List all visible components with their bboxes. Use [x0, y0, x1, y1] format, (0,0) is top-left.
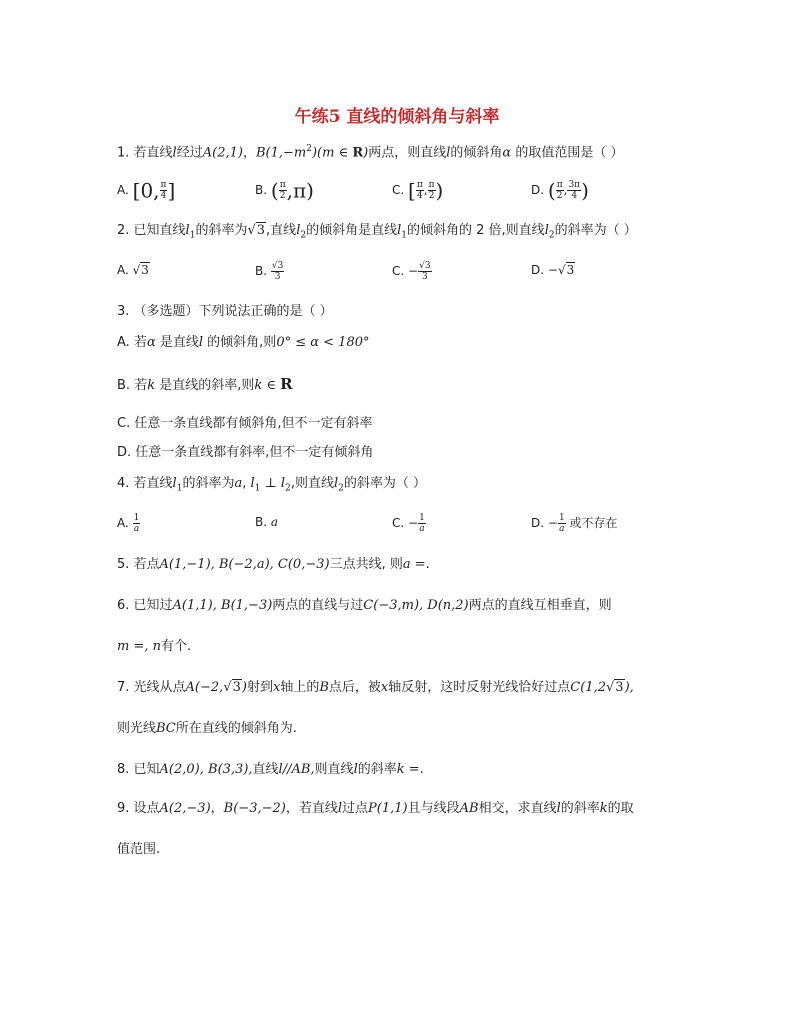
q8-text: .	[419, 762, 424, 777]
option-fraction: $\frac{3\pi}{4}$	[568, 180, 581, 201]
q7-math: x	[380, 680, 389, 695]
q9-text: 且与线段	[407, 801, 460, 816]
q8-text: 的斜率	[357, 762, 397, 777]
q5-text: 三点共线, 则	[329, 557, 403, 572]
q7-math: ),	[624, 680, 634, 695]
q2-math: 2	[548, 230, 555, 241]
q8-text: 8. 已知	[117, 762, 160, 777]
page-title: 午练5 直线的倾斜角与斜率	[294, 107, 500, 127]
q4-math: 1	[254, 483, 261, 494]
q2-text: ,直线	[266, 223, 297, 238]
q2-text: 的倾斜角是直线	[306, 223, 398, 238]
option-text: 任意一条直线都有倾斜角,但不一定有斜率	[134, 416, 373, 431]
option-math: ,π)	[286, 178, 314, 203]
q8-math: k =	[396, 762, 420, 777]
option-sqrt: √3	[132, 263, 149, 277]
option-math: [	[408, 178, 416, 203]
option-fraction: $\frac{1}{a}$	[133, 513, 140, 534]
q9-math: l	[337, 801, 343, 816]
q9-math: l	[556, 801, 561, 816]
option-math: −	[547, 263, 558, 277]
option-fraction: $\frac{1}{a}$	[419, 513, 425, 534]
q1-text: 的倾斜角	[450, 145, 503, 161]
option-fraction: $\frac{1}{a}$	[558, 513, 565, 534]
q1-text: 两点，则直线	[368, 145, 447, 161]
option-math: ,	[563, 183, 568, 197]
q1-math: l	[172, 145, 177, 161]
q9-math: AB	[459, 801, 479, 816]
q4-math: 2	[285, 483, 291, 494]
q4-option-b[interactable]	[255, 513, 278, 531]
option-fraction: $\frac{\pi}{2}$	[428, 180, 435, 201]
q7-text: 7. 光线从点	[117, 680, 186, 695]
question-3-stem: 3. （多选题）下列说法正确的是（ ）	[117, 304, 333, 319]
option-math: ]	[167, 178, 176, 203]
option-text: 是直线的斜率,则	[155, 378, 255, 393]
q9-text: 过点	[342, 801, 369, 816]
q1-math: 2	[306, 144, 312, 154]
q4-math: l	[280, 476, 286, 491]
q2-text: 的倾斜角的 2 倍,则直线	[407, 223, 545, 238]
q3-option-b[interactable]	[117, 375, 293, 395]
option-text: 的倾斜角,则	[203, 335, 277, 350]
q1-math: )	[363, 145, 369, 161]
q1-math: A(2,1)	[202, 145, 243, 161]
option-math: [0,	[132, 178, 160, 203]
option-letter: B.	[117, 378, 131, 393]
option-fraction: $\frac{√3}{3}$	[271, 261, 284, 282]
option-math: )	[435, 178, 444, 203]
q9-math: k	[599, 801, 608, 816]
q2-option-b[interactable]	[255, 261, 284, 282]
q1-option-d[interactable]	[531, 180, 589, 201]
option-letter: B.	[255, 183, 268, 197]
q4-option-a[interactable]	[117, 513, 140, 534]
q2-math: 1	[189, 230, 196, 241]
option-letter: D.	[531, 183, 545, 197]
q1-text: ，	[242, 145, 256, 161]
option-letter: D.	[531, 516, 545, 530]
q7-math: C(1,2	[570, 680, 606, 695]
q6-math: m =, n	[117, 639, 161, 654]
q6-text: 有个.	[161, 639, 192, 654]
option-text: 若	[134, 378, 148, 393]
q2-option-d[interactable]	[531, 261, 575, 279]
q5-text: 5. 若点	[117, 557, 160, 572]
q7-math: BC	[156, 721, 176, 736]
option-letter: C.	[392, 264, 405, 278]
question-6-line-2	[117, 638, 191, 656]
q2-math: l	[296, 223, 301, 238]
q3-option-a[interactable]	[117, 334, 370, 352]
option-letter: D.	[531, 263, 545, 277]
q9-text: 相交，求直线	[478, 801, 557, 816]
q1-math: (m ∈	[317, 145, 353, 161]
option-fraction: $\frac{\pi}{2}$	[556, 180, 563, 201]
q1-math: B(1,−m	[255, 145, 307, 161]
q1-text: 1. 若直线	[117, 145, 173, 161]
q5-math: A(1,−1), B(−2,a), C(0,−3)	[159, 557, 330, 572]
option-letter: A.	[117, 335, 130, 350]
q8-text: 直线	[252, 762, 279, 777]
q7-math: x	[272, 680, 281, 695]
option-math: a	[270, 515, 279, 529]
option-math: R	[280, 375, 293, 393]
option-math: ,	[423, 183, 428, 197]
q4-option-d[interactable]	[531, 513, 618, 534]
option-math: (	[547, 178, 556, 203]
option-letter: C.	[392, 183, 405, 197]
q1-text: 的取值范围是（ ）	[511, 145, 624, 161]
q3-option-c[interactable]	[117, 415, 373, 433]
q6-text: 两点的直线与过	[272, 598, 364, 613]
question-4-stem	[117, 475, 426, 498]
q8-math: A(2,0), B(3,3),	[159, 762, 253, 777]
option-letter: D.	[117, 445, 132, 460]
option-fraction: $\frac{\pi}{2}$	[279, 180, 286, 201]
q1-option-b[interactable]	[255, 180, 314, 201]
option-text: 是直线	[155, 335, 199, 350]
q9-text: ，	[210, 801, 224, 816]
q2-text: 的斜率为	[195, 223, 248, 238]
question-2-stem	[117, 222, 637, 245]
option-text: 任意一条直线都有斜率,但不一定有倾斜角	[135, 445, 374, 460]
option-math: (	[270, 178, 279, 203]
q7-text: 射到	[246, 680, 273, 695]
q9-math: B(−3,−2)	[223, 801, 286, 816]
option-letter: A.	[117, 183, 129, 197]
q4-text: 的斜率为	[182, 476, 235, 491]
q8-math: l	[353, 762, 358, 777]
q4-text: ,	[242, 476, 251, 491]
q9-text: ，若直线	[285, 801, 338, 816]
option-letter: C.	[392, 516, 405, 530]
q4-math: l	[250, 476, 255, 491]
option-sqrt: √3	[557, 263, 575, 277]
option-letter: B.	[255, 264, 268, 278]
option-fraction: $\frac{√3}{3}$	[419, 261, 431, 282]
q2-option-a[interactable]	[117, 261, 150, 279]
q7-math: B	[319, 680, 329, 695]
q7-math: )	[241, 680, 247, 695]
q1-text: 经过	[176, 145, 203, 161]
q7-text: 轴上的	[280, 680, 320, 695]
q6-math: A(1,1), B(1,−3)	[172, 598, 273, 613]
q9-math: P(1,1)	[368, 801, 408, 816]
option-math: k ∈	[254, 378, 281, 393]
option-letter: B.	[255, 515, 268, 529]
q1-math: )	[311, 145, 318, 161]
q2-math: l	[185, 223, 190, 238]
q7-sqrt: √3	[605, 680, 624, 695]
q8-text: 则直线	[314, 762, 354, 777]
q7-text: 点后，被	[328, 680, 381, 695]
q4-option-c[interactable]	[392, 513, 426, 534]
q9-math: A(2,−3)	[159, 801, 211, 816]
option-letter: A.	[117, 263, 129, 277]
q2-math: 1	[401, 230, 408, 241]
q4-math: 2	[338, 483, 344, 494]
q2-math: l	[397, 223, 402, 238]
q2-math: 2	[300, 230, 307, 241]
q1-math: l	[446, 145, 451, 161]
option-math: k	[147, 378, 156, 393]
option-letter: A.	[117, 516, 129, 530]
option-fraction: $\frac{\pi}{4}$	[416, 180, 423, 201]
q8-math: l//AB,	[278, 762, 315, 777]
question-9-stem	[117, 800, 634, 818]
question-8-stem	[117, 761, 424, 779]
question-7-stem	[117, 679, 634, 697]
option-fraction: $\frac{\pi}{4}$	[160, 180, 167, 201]
question-6-stem	[117, 597, 612, 615]
option-math: 0° ≤ α < 180°	[276, 335, 370, 350]
q2-text: 2. 已知直线	[117, 223, 186, 238]
q2-option-c[interactable]	[392, 261, 432, 282]
option-text: 若	[133, 335, 147, 350]
q4-text: ,则直线	[290, 476, 334, 491]
q7-text: 所在直线的倾斜角为.	[175, 721, 297, 736]
q1-option-a[interactable]	[117, 180, 175, 201]
option-math: −	[547, 516, 558, 530]
q4-math: ⊥	[260, 476, 281, 491]
q9-text: 的取	[607, 801, 634, 816]
q2-math: l	[544, 223, 549, 238]
question-5-stem	[117, 556, 430, 574]
q4-math: l	[172, 476, 177, 491]
question-7-line-2	[117, 720, 297, 738]
question-1-stem	[117, 140, 623, 162]
q1-math: R	[352, 145, 364, 161]
option-math: )	[581, 178, 589, 203]
q3-option-d[interactable]	[117, 444, 373, 462]
q2-text: 的斜率为（ ）	[554, 223, 637, 238]
q6-math: C(−3,m), D(n,2)	[363, 598, 469, 613]
question-9-line-2: 值范围.	[117, 842, 161, 857]
q1-math: α	[502, 145, 512, 161]
q4-text: 4. 若直线	[117, 476, 173, 491]
q4-math: 1	[176, 483, 183, 494]
q9-text: 9. 设点	[117, 801, 160, 816]
q6-text: 6. 已知过	[117, 598, 173, 613]
q6-text: 两点的直线互相垂直，则	[468, 598, 612, 613]
q7-math: A(−2,	[185, 680, 224, 695]
option-letter: C.	[117, 416, 131, 431]
q4-math: a	[234, 476, 243, 491]
option-text: 或不存在	[565, 516, 618, 530]
option-math: −	[408, 516, 419, 530]
q2-sqrt: √3	[247, 223, 266, 238]
q7-sqrt: √3	[223, 680, 241, 695]
q4-text: 的斜率为（ ）	[343, 476, 426, 491]
q5-math: a =	[402, 557, 426, 572]
q4-math: l	[333, 476, 339, 491]
q7-text: 则光线	[117, 721, 157, 736]
option-math: l	[198, 335, 204, 350]
option-math: α	[146, 335, 156, 350]
q9-text: 的斜率	[560, 801, 600, 816]
option-math: −	[408, 264, 419, 278]
q1-option-c[interactable]	[392, 180, 443, 201]
q7-text: 轴反射，这时反射光线恰好过点	[388, 680, 571, 695]
q5-text: .	[425, 557, 430, 572]
